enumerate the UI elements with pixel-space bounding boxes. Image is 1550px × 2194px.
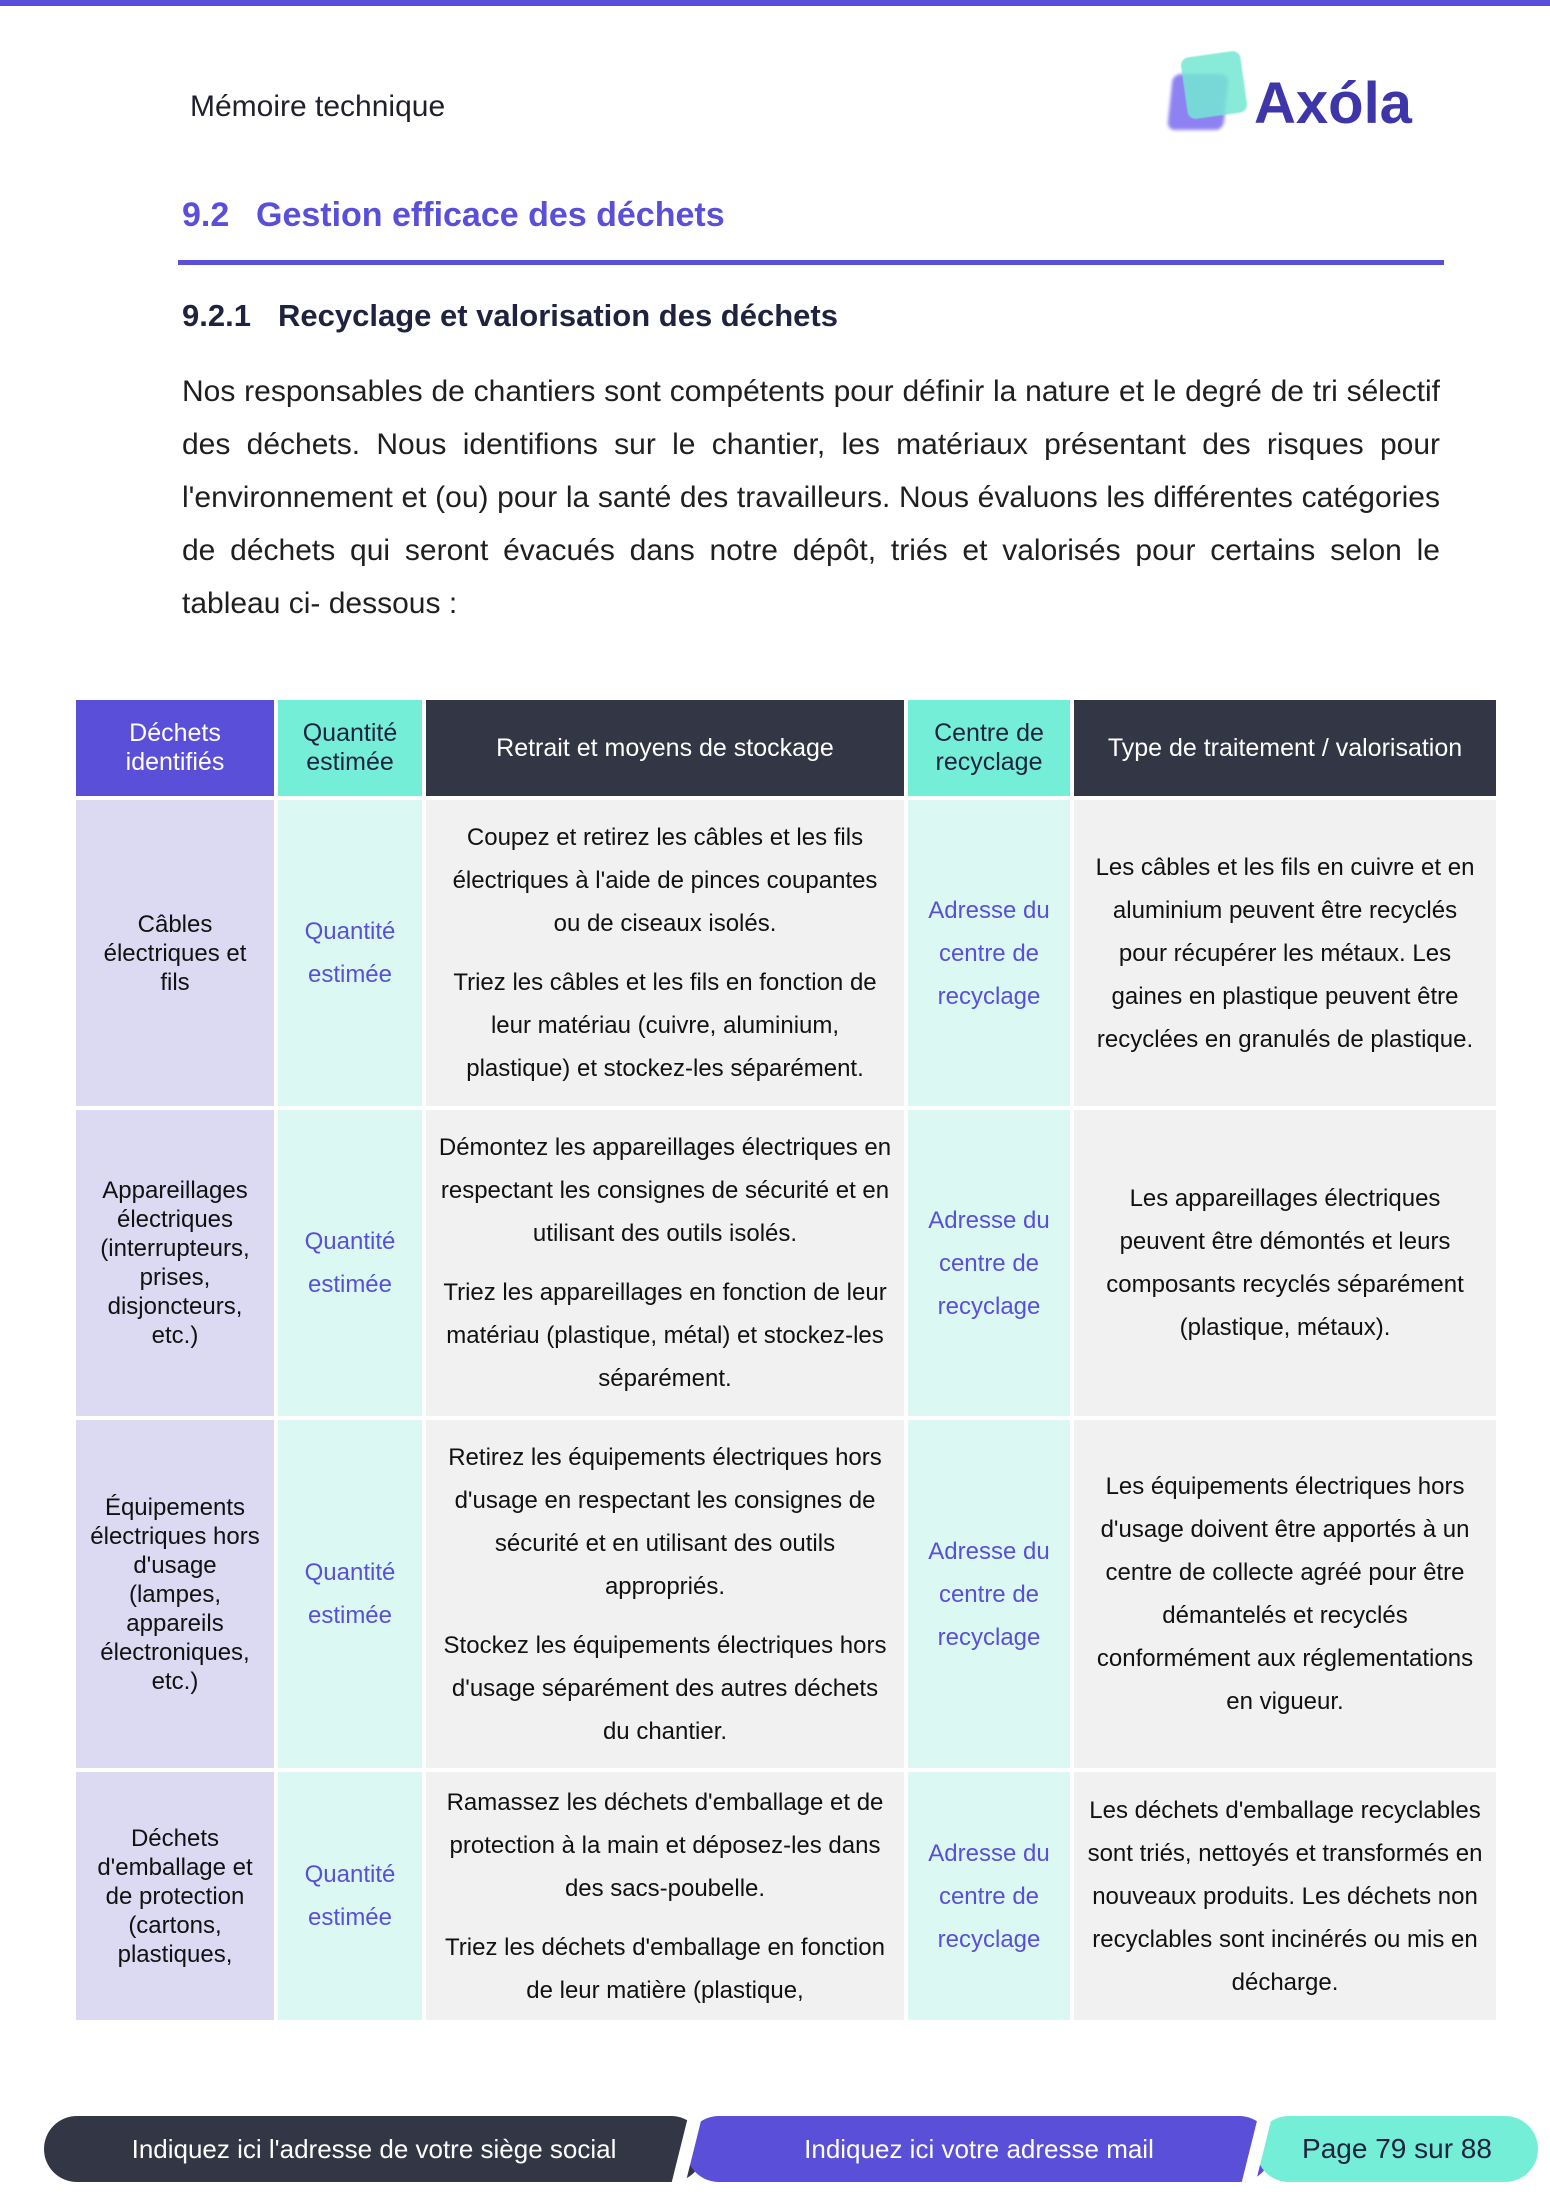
cell-centre: Adresse du centre de recyclage — [908, 800, 1070, 1106]
table-header-row — [76, 700, 1496, 796]
table-row — [76, 800, 1496, 1106]
section-title: Gestion efficace des déchets — [256, 196, 725, 234]
cell-treatment: Les appareillages électriques peuvent être démontés et leurs composants recyclés séparément (plastique, métaux). — [1074, 1110, 1496, 1416]
table-row — [76, 1772, 1496, 2020]
cell-quantity: Quantité estimée — [278, 800, 422, 1106]
cell-removal — [426, 800, 904, 1106]
table-row — [76, 1420, 1496, 1768]
header-waste: Déchets identifiés — [76, 700, 274, 796]
removal-step: Stockez les équipements électriques hors d'usage séparément des autres déchets du chantier. — [443, 1631, 887, 1745]
cell-centre: Adresse du centre de recyclage — [908, 1420, 1070, 1768]
table-row — [76, 1110, 1496, 1416]
removal-step: Triez les déchets d'emballage en fonction de leur matière (plastique, — [445, 1933, 885, 2004]
cell-waste: Appareillages électriques (interrupteurs, prises, disjoncteurs, etc.) — [76, 1110, 274, 1416]
logo-text: Axóla — [1254, 71, 1412, 136]
logo-shape-front — [1180, 50, 1248, 120]
cell-removal — [426, 1772, 904, 2020]
removal-step: Retirez les équipements électriques hors d'usage en respectant les consignes de sécurité et en utilisant des outils appropriés. — [448, 1443, 882, 1600]
company-logo — [1170, 52, 1420, 142]
cell-treatment: Les déchets d'emballage recyclables sont triés, nettoyés et transformés en nouveaux produits. Les déchets non recyclables sont incinérés ou mis en décharge. — [1074, 1772, 1496, 2020]
header-centre: Centre de recyclage — [908, 700, 1070, 796]
removal-step: Triez les câbles et les fils en fonction de leur matériau (cuivre, aluminium, plastique) et stockez-les séparément. — [453, 969, 877, 1082]
header-removal: Retrait et moyens de stockage — [426, 700, 904, 796]
cell-centre: Adresse du centre de recyclage — [908, 1772, 1070, 2020]
cell-treatment: Les câbles et les fils en cuivre et en aluminium peuvent être recyclés pour récupérer les métaux. Les gaines en plastique peuvent être recyclées en granulés de plastique. — [1074, 800, 1496, 1106]
footer-email: Indiquez ici votre adresse mail — [686, 2116, 1272, 2182]
cell-removal — [426, 1110, 904, 1416]
cell-treatment: Les équipements électriques hors d'usage doivent être apportés à un centre de collecte agréé pour être démantelés et recyclés conformément aux réglementations en vigueur. — [1074, 1420, 1496, 1768]
subsection-title: Recyclage et valorisation des déchets — [278, 298, 838, 333]
subsection-heading — [182, 298, 838, 334]
cell-quantity: Quantité estimée — [278, 1420, 422, 1768]
cell-waste: Déchets d'emballage et de protection (cartons, plastiques, — [76, 1772, 274, 2020]
intro-paragraph: Nos responsables de chantiers sont compétents pour définir la nature et le degré de tri sélectif des déchets. Nous identifions sur le chantier, les matériaux présentant des risques pour l'environnement et (ou) pour la santé des travailleurs. Nous évaluons les différentes catégories de déchets qui seront évacués dans notre dépôt, triés et valorisés pour certains selon le tableau ci- dessous : — [182, 375, 1440, 620]
section-heading — [182, 196, 725, 235]
waste-table — [72, 696, 1500, 2024]
cell-waste: Câbles électriques et fils — [76, 800, 274, 1106]
page-footer — [0, 2116, 1550, 2186]
cell-centre: Adresse du centre de recyclage — [908, 1110, 1070, 1416]
cell-quantity: Quantité estimée — [278, 1772, 422, 2020]
section-number: 9.2 — [182, 196, 230, 234]
top-accent-rule — [0, 0, 1550, 6]
removal-step: Triez les appareillages en fonction de leur matériau (plastique, métal) et stockez-les séparément. — [443, 1279, 887, 1392]
footer-page-number: Page 79 sur 88 — [1256, 2116, 1538, 2182]
document-label: Mémoire technique — [190, 90, 446, 123]
subsection-number: 9.2.1 — [182, 298, 251, 333]
cell-quantity: Quantité estimée — [278, 1110, 422, 1416]
cell-removal — [426, 1420, 904, 1768]
footer-address: Indiquez ici l'adresse de votre siège social — [44, 2116, 704, 2182]
section-divider — [178, 260, 1444, 265]
header-treatment: Type de traitement / valorisation — [1074, 700, 1496, 796]
cell-waste: Équipements électriques hors d'usage (lampes, appareils électroniques, etc.) — [76, 1420, 274, 1768]
header-quantity: Quantité estimée — [278, 700, 422, 796]
removal-step: Démontez les appareillages électriques en respectant les consignes de sécurité et en utilisant des outils isolés. — [438, 1134, 892, 1247]
removal-step: Ramassez les déchets d'emballage et de protection à la main et déposez-les dans des sacs-poubelle. — [446, 1788, 884, 1902]
removal-step: Coupez et retirez les câbles et les fils électriques à l'aide de pinces coupantes ou de ciseaux isolés. — [452, 824, 878, 937]
